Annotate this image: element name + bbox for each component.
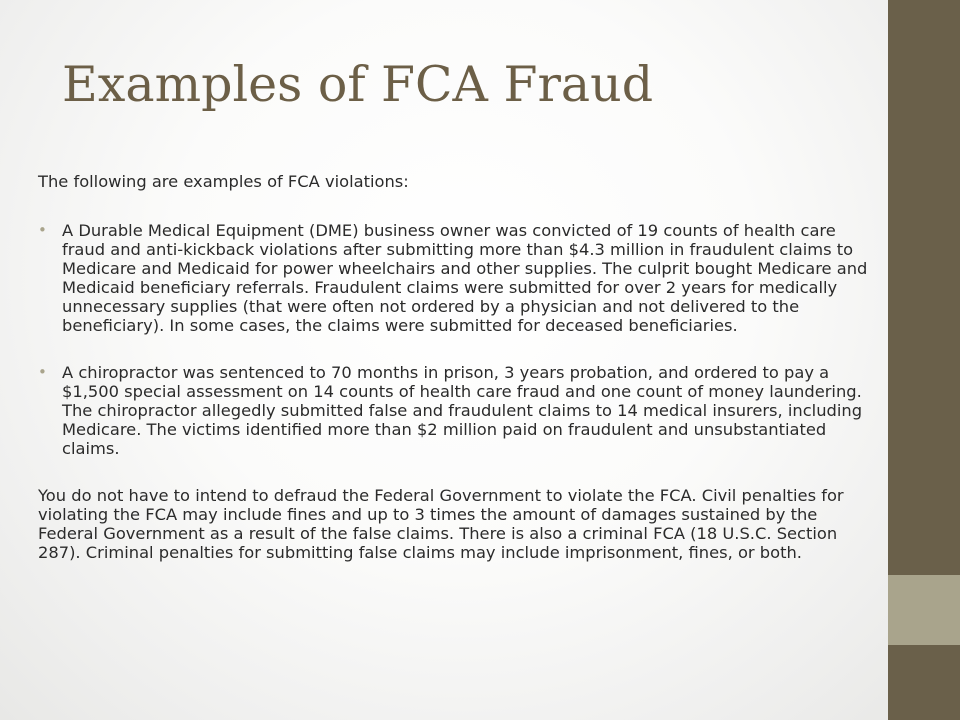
- bullet-icon: •: [38, 221, 47, 239]
- closing-paragraph: You do not have to intend to defraud the Federal Government to violate the FCA. Civil penalties for violating the FCA may include fines and up to 3 times the amount of damages sustained by the Federal Government as a result of the false claims. There is also a criminal FCA (18 U.S.C. Section 287). Criminal penalties for submitting false claims may include imprisonment, fines, or both.: [38, 486, 844, 562]
- bullet-item-dme-owner: [38, 221, 878, 335]
- bullet-text: A Durable Medical Equipment (DME) business owner was convicted of 19 counts of health care fraud and anti-kickback violations after submitting more than $4.3 million in fraudulent claims to Medicare and Medicaid for power wheelchairs and other supplies. The culprit bought Medicare and Medicaid beneficiary referrals. Fraudulent claims were submitted for over 2 years for medically unnecessary supplies (that were often not ordered by a physician and not delivered to the beneficiary). In some cases, the claims were submitted for deceased beneficiaries.: [62, 221, 868, 335]
- side-band-accent: [888, 575, 960, 645]
- slide-title: Examples of FCA Fraud: [62, 56, 654, 113]
- slide-body: [38, 172, 878, 562]
- bullet-icon: •: [38, 363, 47, 381]
- bullet-text: A chiropractor was sentenced to 70 months in prison, 3 years probation, and ordered to pay a $1,500 special assessment on 14 counts of health care fraud and one count of money laundering. The chiropractor allegedly submitted false and fraudulent claims to 14 medical insurers, including Medicare. The victims identified more than $2 million paid on fraudulent and unsubstantiated claims.: [62, 363, 863, 458]
- bullet-item-chiropractor: [38, 363, 878, 458]
- intro-text: The following are examples of FCA violations:: [38, 172, 409, 191]
- bullet-list: [38, 221, 878, 458]
